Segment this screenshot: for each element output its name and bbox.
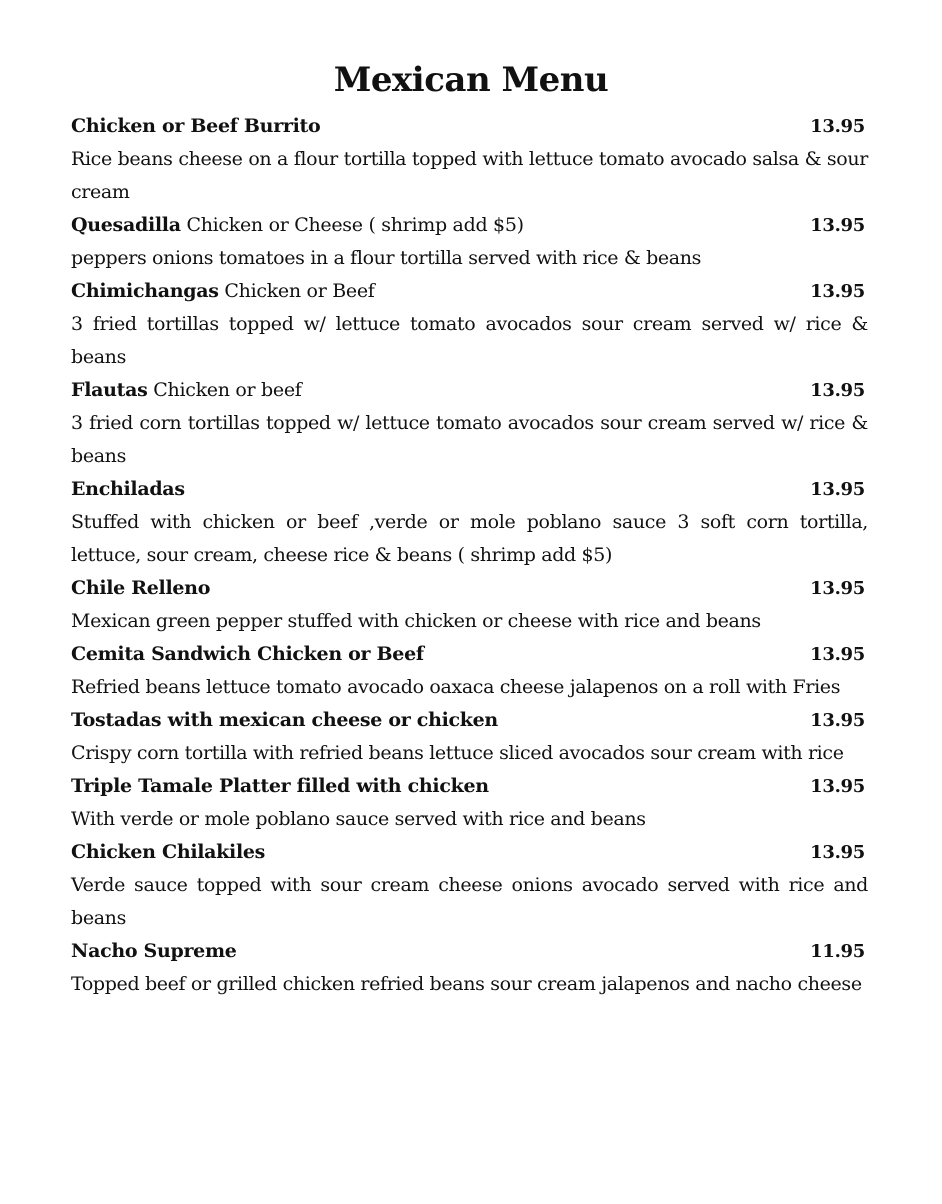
menu-item-name: Chimichangas: [71, 280, 219, 302]
menu-item-subtitle: Chicken or Cheese ( shrimp add $5): [180, 214, 524, 236]
menu-item-header: [71, 572, 868, 605]
menu-item-price: 13.95: [810, 281, 865, 302]
menu-item-name: Chicken Chilakiles: [71, 841, 266, 863]
menu-item: [71, 704, 868, 770]
menu-item-price: 13.95: [810, 644, 865, 665]
menu-list: [71, 110, 868, 1001]
menu-item-description: With verde or mole poblano sauce served with rice and beans: [71, 808, 646, 830]
menu-item-price: 11.95: [810, 941, 865, 962]
menu-item-description: Mexican green pepper stuffed with chicken or cheese with rice and beans: [71, 610, 761, 632]
menu-item: [71, 935, 868, 1001]
menu-item-header: [71, 836, 868, 869]
menu-item-header: [71, 275, 868, 308]
menu-item-subtitle: Chicken or Beef: [218, 280, 375, 302]
menu-item-price: 13.95: [810, 215, 865, 236]
menu-item-price: 13.95: [810, 479, 865, 500]
menu-item-header: [71, 374, 868, 407]
menu-item-name: Tostadas with mexican cheese or chicken: [71, 709, 498, 731]
menu-item-subtitle: Chicken or beef: [147, 379, 302, 401]
menu-item: [71, 638, 868, 704]
menu-item-description: peppers onions tomatoes in a flour tortilla served with rice & beans: [71, 247, 702, 269]
menu-item-description: Refried beans lettuce tomato avocado oaxaca cheese jalapenos on a roll with Fries: [71, 676, 841, 698]
menu-item-name: Triple Tamale Platter filled with chicken: [71, 775, 489, 797]
menu-title: Mexican Menu: [333, 60, 609, 100]
menu-item-description: Rice beans cheese on a flour tortilla topped with lettuce tomato avocado salsa & sour cream: [71, 148, 868, 203]
menu-item-header: [71, 209, 868, 242]
menu-item-description: Crispy corn tortilla with refried beans lettuce sliced avocados sour cream with rice: [71, 742, 844, 764]
menu-item-price: 13.95: [810, 842, 865, 863]
menu-item-price: 13.95: [810, 116, 865, 137]
menu-item-description: 3 fried corn tortillas topped w/ lettuce tomato avocados sour cream served w/ rice & beans: [71, 412, 868, 467]
menu-item-price: 13.95: [810, 578, 865, 599]
menu-item-name: Quesadilla: [71, 214, 181, 236]
menu-item: [71, 770, 868, 836]
menu-item-name: Chicken or Beef Burrito: [71, 115, 321, 137]
menu-item-description: 3 fried tortillas topped w/ lettuce tomato avocados sour cream served w/ rice & beans: [71, 313, 868, 368]
menu-item: [71, 209, 868, 275]
menu-item-description: Verde sauce topped with sour cream cheese onions avocado served with rice and beans: [71, 874, 868, 929]
menu-item-name: Chile Relleno: [71, 577, 211, 599]
menu-item-header: [71, 110, 868, 143]
menu-item-header: [71, 638, 868, 671]
menu-item-name: Enchiladas: [71, 478, 185, 500]
menu-item: [71, 836, 868, 935]
menu-item-price: 13.95: [810, 380, 865, 401]
menu-item-price: 13.95: [810, 776, 865, 797]
menu-item-name: Flautas: [71, 379, 148, 401]
menu-item-description: Stuffed with chicken or beef ,verde or mole poblano sauce 3 soft corn tortilla, lettuce, sour cream, cheese rice & beans ( shrimp add $5): [71, 511, 868, 566]
menu-item-name: Nacho Supreme: [71, 940, 237, 962]
menu-item-header: [71, 935, 868, 968]
menu-item-header: [71, 473, 868, 506]
menu-item: [71, 275, 868, 374]
menu-item: [71, 572, 868, 638]
menu-item-header: [71, 704, 868, 737]
menu-item-name: Cemita Sandwich Chicken or Beef: [71, 643, 424, 665]
menu-item-description: Topped beef or grilled chicken refried beans sour cream jalapenos and nacho cheese: [71, 973, 862, 995]
menu-item-price: 13.95: [810, 710, 865, 731]
menu-item: [71, 473, 868, 572]
menu-item: [71, 374, 868, 473]
menu-item-header: [71, 770, 868, 803]
menu-item: [71, 110, 868, 209]
